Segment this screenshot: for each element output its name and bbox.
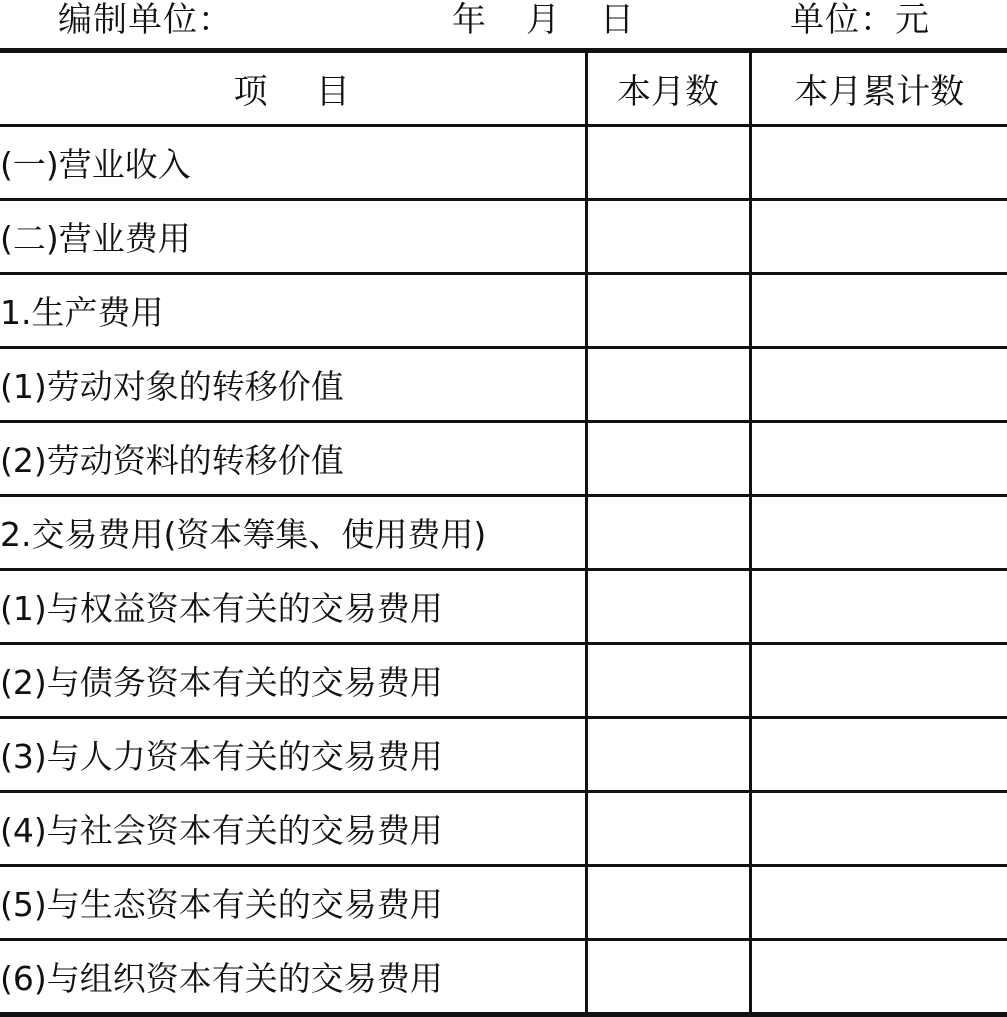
row-item-label: 2.交易费用(资本筹集、使用费用) <box>0 496 586 570</box>
row-this-month-cell[interactable] <box>586 422 750 496</box>
column-header-cumulative: 本月累计数 <box>750 51 1007 126</box>
column-header-this-month: 本月数 <box>586 51 750 126</box>
row-cumulative-cell[interactable] <box>750 422 1007 496</box>
preparing-unit-label: 编制单位： <box>58 0 233 40</box>
row-this-month-cell[interactable] <box>586 940 750 1015</box>
row-cumulative-cell[interactable] <box>750 866 1007 940</box>
row-item-label: (1)劳动对象的转移价值 <box>0 348 586 422</box>
row-cumulative-cell[interactable] <box>750 274 1007 348</box>
row-this-month-cell[interactable] <box>586 200 750 274</box>
table-body <box>0 126 1007 1015</box>
table-row <box>0 274 1007 348</box>
table-row <box>0 866 1007 940</box>
row-this-month-cell[interactable] <box>586 718 750 792</box>
row-item-label: (二)营业费用 <box>0 200 586 274</box>
row-cumulative-cell[interactable] <box>750 718 1007 792</box>
row-this-month-cell[interactable] <box>586 792 750 866</box>
row-item-label: (2)劳动资料的转移价值 <box>0 422 586 496</box>
income-statement-table <box>0 48 1007 1017</box>
row-cumulative-cell[interactable] <box>750 348 1007 422</box>
table-row <box>0 792 1007 866</box>
row-cumulative-cell[interactable] <box>750 792 1007 866</box>
table-row <box>0 422 1007 496</box>
row-cumulative-cell[interactable] <box>750 570 1007 644</box>
column-header-item: 项 目 <box>0 51 586 126</box>
table-row <box>0 200 1007 274</box>
table-row <box>0 348 1007 422</box>
report-header <box>0 0 1007 44</box>
row-this-month-cell[interactable] <box>586 644 750 718</box>
row-this-month-cell[interactable] <box>586 274 750 348</box>
row-this-month-cell[interactable] <box>586 496 750 570</box>
row-cumulative-cell[interactable] <box>750 200 1007 274</box>
table-row <box>0 940 1007 1015</box>
row-item-label: 1.生产费用 <box>0 274 586 348</box>
row-item-label: (4)与社会资本有关的交易费用 <box>0 792 586 866</box>
row-item-label: (一)营业收入 <box>0 126 586 200</box>
row-cumulative-cell[interactable] <box>750 496 1007 570</box>
table-row <box>0 126 1007 200</box>
day-label: 日 <box>600 0 635 40</box>
row-cumulative-cell[interactable] <box>750 644 1007 718</box>
table-row <box>0 718 1007 792</box>
table-row <box>0 496 1007 570</box>
row-item-label: (3)与人力资本有关的交易费用 <box>0 718 586 792</box>
row-this-month-cell[interactable] <box>586 570 750 644</box>
year-label: 年 <box>452 0 487 40</box>
row-item-label: (6)与组织资本有关的交易费用 <box>0 940 586 1015</box>
row-item-label: (5)与生态资本有关的交易费用 <box>0 866 586 940</box>
header-row <box>0 51 1007 126</box>
month-label: 月 <box>526 0 561 40</box>
row-cumulative-cell[interactable] <box>750 126 1007 200</box>
table-row <box>0 570 1007 644</box>
currency-unit-label: 单位：元 <box>790 0 930 40</box>
row-this-month-cell[interactable] <box>586 348 750 422</box>
row-cumulative-cell[interactable] <box>750 940 1007 1015</box>
row-item-label: (1)与权益资本有关的交易费用 <box>0 570 586 644</box>
row-item-label: (2)与债务资本有关的交易费用 <box>0 644 586 718</box>
row-this-month-cell[interactable] <box>586 866 750 940</box>
table-header <box>0 51 1007 126</box>
row-this-month-cell[interactable] <box>586 126 750 200</box>
table-row <box>0 644 1007 718</box>
